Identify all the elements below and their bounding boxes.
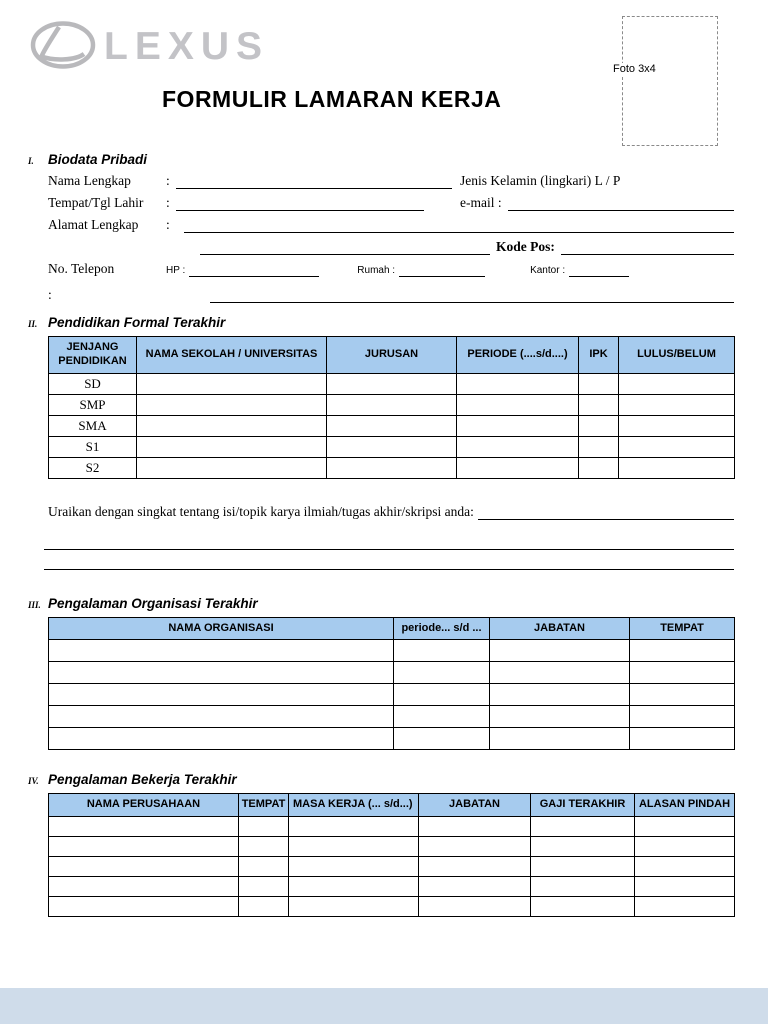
col-header: LULUS/BELUM: [619, 337, 735, 374]
lexus-logo: [28, 16, 272, 79]
col-header: GAJI TERAKHIR: [531, 794, 635, 817]
empty-cell: [630, 706, 735, 728]
empty-cell: [457, 457, 579, 478]
empty-cell: [619, 457, 735, 478]
empty-cell: [457, 415, 579, 436]
table-row: [49, 817, 735, 837]
table-row: [49, 728, 735, 750]
level-cell: SD: [49, 373, 137, 394]
table-row: [49, 897, 735, 917]
empty-cell: [327, 415, 457, 436]
level-cell: SMA: [49, 415, 137, 436]
empty-cell: [579, 394, 619, 415]
section-pendidikan: [28, 315, 734, 479]
essay-blank-line: [44, 550, 734, 570]
empty-cell: [239, 817, 289, 837]
empty-cell: [49, 684, 394, 706]
col-header: IPK: [579, 337, 619, 374]
level-cell: SMP: [49, 394, 137, 415]
col-header: TEMPAT: [239, 794, 289, 817]
field-row-alamat: [48, 217, 734, 233]
col-header: periode... s/d ...: [394, 617, 490, 640]
empty-cell: [289, 897, 419, 917]
alamat-blank-line: [184, 219, 734, 233]
colon: :: [166, 195, 170, 210]
empty-cell: [137, 373, 327, 394]
empty-cell: [419, 877, 531, 897]
kode-pos-label: Kode Pos:: [496, 239, 555, 254]
photo-box-label: Foto 3x4: [613, 63, 656, 75]
table-row: [49, 436, 735, 457]
section-numeral: IV.: [28, 776, 39, 787]
empty-cell: [289, 817, 419, 837]
hp-blank-line: [189, 263, 319, 277]
empty-cell: [531, 817, 635, 837]
empty-cell: [49, 897, 239, 917]
empty-cell: [327, 457, 457, 478]
jenis-kelamin-label: Jenis Kelamin (lingkari) L / P: [460, 173, 621, 188]
section-heading: [28, 152, 734, 167]
empty-cell: [419, 817, 531, 837]
col-header: NAMA SEKOLAH / UNIVERSITAS: [137, 337, 327, 374]
empty-cell: [394, 640, 490, 662]
empty-cell: [579, 373, 619, 394]
empty-cell: [289, 837, 419, 857]
section-numeral: II.: [28, 319, 38, 329]
empty-cell: [490, 640, 630, 662]
section-title: Pengalaman Organisasi Terakhir: [48, 595, 258, 611]
empty-cell: [630, 640, 735, 662]
essay-blank-line: [44, 530, 734, 550]
empty-cell: [635, 857, 735, 877]
empty-cell: [394, 684, 490, 706]
essay-prompt-row: [48, 503, 734, 520]
empty-cell: [635, 897, 735, 917]
col-header: JENJANG PENDIDIKAN: [49, 337, 137, 374]
section-title: Pengalaman Bekerja Terakhir: [48, 772, 237, 788]
empty-cell: [289, 877, 419, 897]
lexus-logo-icon: [28, 16, 272, 74]
col-header: JABATAN: [490, 617, 630, 640]
table-row: [49, 706, 735, 728]
empty-cell: [619, 436, 735, 457]
table-row: [49, 684, 735, 706]
empty-cell: [394, 662, 490, 684]
section-organisasi: [28, 595, 734, 751]
level-cell: S2: [49, 457, 137, 478]
rumah-label: Rumah :: [357, 265, 396, 276]
nama-label: Nama Lengkap: [48, 173, 131, 188]
col-header: NAMA ORGANISASI: [49, 617, 394, 640]
kantor-blank-line: [569, 263, 629, 277]
empty-cell: [419, 837, 531, 857]
empty-cell: [635, 877, 735, 897]
col-header: JURUSAN: [327, 337, 457, 374]
table-row: [49, 373, 735, 394]
field-row-extra: [48, 287, 734, 303]
empty-cell: [49, 728, 394, 750]
table-row: [49, 415, 735, 436]
col-header: JABATAN: [419, 794, 531, 817]
table-row: [49, 457, 735, 478]
empty-cell: [457, 436, 579, 457]
empty-cell: [137, 436, 327, 457]
empty-cell: [49, 706, 394, 728]
empty-cell: [490, 684, 630, 706]
alamat-label: Alamat Lengkap: [48, 217, 139, 232]
empty-cell: [137, 415, 327, 436]
empty-cell: [137, 394, 327, 415]
empty-cell: [619, 394, 735, 415]
section-biodata: [28, 152, 734, 303]
colon: :: [166, 217, 170, 232]
section-heading: [28, 595, 734, 611]
empty-cell: [327, 373, 457, 394]
empty-cell: [327, 394, 457, 415]
table-row: [49, 394, 735, 415]
empty-cell: [579, 415, 619, 436]
field-row-nama: [48, 173, 734, 189]
col-header: NAMA PERUSAHAAN: [49, 794, 239, 817]
empty-cell: [49, 662, 394, 684]
form-title: FORMULIR LAMARAN KERJA: [162, 86, 502, 112]
kode-pos-blank-line: [561, 241, 734, 255]
alamat-blank-line-2: [200, 241, 490, 255]
col-header: TEMPAT: [630, 617, 735, 640]
empty-cell: [490, 728, 630, 750]
essay-blank-line: [478, 506, 734, 520]
empty-cell: [239, 877, 289, 897]
col-header: MASA KERJA (... s/d...): [289, 794, 419, 817]
table-header-row: [49, 794, 735, 817]
empty-cell: [619, 415, 735, 436]
empty-cell: [490, 706, 630, 728]
section-bekerja: [28, 772, 734, 917]
empty-cell: [327, 436, 457, 457]
empty-cell: [619, 373, 735, 394]
empty-cell: [419, 857, 531, 877]
section-numeral: III.: [28, 599, 41, 610]
field-row-kode-pos: [48, 239, 734, 255]
empty-cell: [579, 457, 619, 478]
empty-cell: [394, 728, 490, 750]
photo-box: [613, 16, 718, 146]
colon: :: [48, 287, 52, 302]
essay-prompt: Uraikan dengan singkat tentang isi/topik karya ilmiah/tugas akhir/skripsi anda:: [48, 503, 474, 519]
empty-cell: [531, 897, 635, 917]
section-title: Pendidikan Formal Terakhir: [48, 315, 226, 330]
email-label: e-mail :: [460, 195, 502, 210]
empty-cell: [49, 837, 239, 857]
table-row: [49, 857, 735, 877]
empty-cell: [635, 817, 735, 837]
col-header: PERIODE (....s/d....): [457, 337, 579, 374]
field-row-tempat-lahir: [48, 195, 734, 211]
table-header-row: [49, 337, 735, 374]
table-row: [49, 640, 735, 662]
section-heading: [28, 315, 734, 330]
extra-blank-line: [210, 289, 734, 303]
empty-cell: [579, 436, 619, 457]
empty-cell: [239, 837, 289, 857]
empty-cell: [419, 897, 531, 917]
lexus-logo-text: LEXUS: [104, 25, 270, 68]
empty-cell: [630, 662, 735, 684]
empty-cell: [289, 857, 419, 877]
table-row: [49, 877, 735, 897]
section-numeral: I.: [28, 156, 34, 166]
rumah-blank-line: [399, 263, 485, 277]
empty-cell: [394, 706, 490, 728]
field-row-telepon: [48, 261, 734, 277]
education-table: [48, 336, 735, 479]
telepon-label: No. Telepon: [48, 261, 115, 276]
section-heading: [28, 772, 734, 788]
empty-cell: [630, 728, 735, 750]
level-cell: S1: [49, 436, 137, 457]
empty-cell: [490, 662, 630, 684]
col-header: ALASAN PINDAH: [635, 794, 735, 817]
table-row: [49, 662, 735, 684]
empty-cell: [531, 877, 635, 897]
tempat-blank-line: [176, 197, 424, 211]
organization-table: [48, 617, 735, 751]
empty-cell: [635, 837, 735, 857]
empty-cell: [239, 857, 289, 877]
tempat-label: Tempat/Tgl Lahir: [48, 195, 144, 210]
section-title: Biodata Pribadi: [48, 152, 148, 167]
hp-label: HP :: [166, 265, 186, 276]
essay-block: [48, 503, 734, 570]
empty-cell: [49, 817, 239, 837]
empty-cell: [49, 877, 239, 897]
colon: :: [166, 173, 170, 188]
empty-cell: [630, 684, 735, 706]
empty-cell: [457, 373, 579, 394]
nama-blank-line: [176, 175, 452, 189]
empty-cell: [457, 394, 579, 415]
empty-cell: [531, 837, 635, 857]
empty-cell: [239, 897, 289, 917]
empty-cell: [49, 640, 394, 662]
kantor-label: Kantor :: [530, 265, 566, 276]
empty-cell: [531, 857, 635, 877]
table-header-row: [49, 617, 735, 640]
table-row: [49, 837, 735, 857]
email-blank-line: [508, 197, 734, 211]
empty-cell: [49, 857, 239, 877]
viewer-background-strip: [0, 988, 768, 1024]
empty-cell: [137, 457, 327, 478]
work-table: [48, 793, 735, 917]
